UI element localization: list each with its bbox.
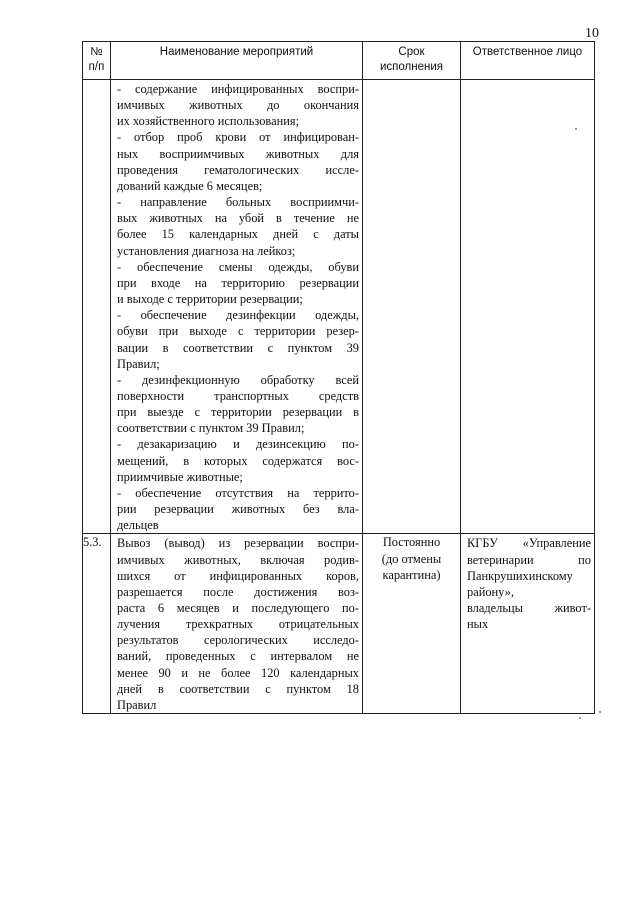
scan-speck — [575, 128, 577, 130]
deadline-line: (до отмены — [381, 551, 442, 566]
table-row — [83, 80, 595, 534]
text-line: Правил; — [117, 356, 160, 371]
table-row — [83, 534, 595, 714]
text-line: району», — [467, 584, 514, 599]
header-resp-label: Ответственное лицо — [472, 46, 583, 58]
text-line: имчивых животных до окончания — [117, 98, 359, 113]
text-line: и выходе с территории резервации; — [117, 292, 303, 307]
text-line: Вывоз (вывод) из резервации воспри- — [117, 536, 359, 551]
text-line: установления диагноза на лейкоз; — [117, 243, 296, 258]
header-name — [111, 42, 363, 80]
activity-name — [111, 534, 363, 714]
text-line: ных — [467, 617, 489, 632]
text-line: - отбор проб крови от инфицирован- — [117, 130, 359, 145]
scan-speck — [579, 717, 581, 719]
text-line: КГБУ «Управление — [467, 536, 591, 551]
text-line: - обеспечение дезинфекции одежды, — [117, 308, 359, 323]
row-number — [83, 80, 111, 534]
text-line: - дезинфекционную обработку всей — [117, 372, 359, 387]
responsible-cell — [461, 534, 595, 714]
text-line: дований каждые 6 месяцев; — [117, 178, 263, 193]
activity-text — [111, 534, 362, 713]
table-header-row — [83, 42, 595, 80]
text-line: ных восприимчивых животных для — [117, 146, 359, 161]
text-line: более 15 календарных дней с даты — [117, 227, 359, 242]
deadline-cell — [363, 534, 461, 714]
header-term-line: Срок — [398, 46, 425, 58]
header-term-line: исполнения — [379, 61, 443, 73]
text-line: результатов серологических исследо- — [117, 633, 359, 648]
text-line: вации в соответствии с пунктом 39 — [117, 340, 359, 355]
deadline-cell — [363, 80, 461, 534]
text-line: дельцев — [117, 518, 159, 533]
deadline-line: Постоянно — [382, 535, 441, 550]
text-line: вых животных на убой в течение не — [117, 211, 359, 226]
text-line: ветеринарии по — [467, 552, 591, 567]
text-line: при входе на территорию резервации — [117, 275, 359, 290]
text-line: их хозяйственного использования; — [117, 114, 300, 129]
header-num — [83, 42, 111, 80]
text-line: обуви при выходе с территории резер- — [117, 324, 359, 339]
text-line: ваний, проведенных с интервалом не — [117, 649, 359, 664]
text-line: лучения трехкратных отрицательных — [117, 617, 359, 632]
text-line: - дезакаризацию и дезинсекцию по- — [117, 437, 359, 452]
text-line: рии резервации животных без вла- — [117, 502, 359, 517]
header-resp — [461, 42, 595, 80]
header-name-label: Наименование мероприятий — [159, 46, 314, 58]
text-line: - направление больных восприимчи- — [117, 195, 359, 210]
text-line: Правил — [117, 697, 157, 712]
activity-name — [111, 80, 363, 534]
text-line: владельцы живот- — [467, 601, 591, 615]
text-line: имчивых животных, включая родив- — [117, 552, 359, 567]
scan-speck — [599, 711, 601, 713]
text-line: - обеспечение смены одежды, обуви — [117, 259, 359, 274]
text-line: проведения гематологических иссле- — [117, 162, 359, 177]
header-num-line: № — [90, 46, 103, 58]
responsible-text — [461, 534, 594, 632]
text-line: дней в соответствии с пунктом 18 — [117, 681, 359, 696]
text-line: Панкрушихинскому — [467, 568, 573, 583]
page-number: 10 — [585, 26, 599, 41]
row-number: 5.3. — [83, 534, 111, 714]
text-line: - содержание инфицированных воспри- — [117, 82, 359, 96]
text-line: при выезде с территории резервации в — [117, 405, 359, 420]
text-line: приимчивые животные; — [117, 469, 243, 484]
activities-table — [82, 41, 595, 714]
text-line: поверхности транспортных средств — [117, 388, 359, 403]
header-num-line: п/п — [88, 61, 105, 73]
text-line: - обеспечение отсутствия на террито- — [117, 485, 359, 500]
text-line: шихся от инфицированных коров, — [117, 568, 359, 583]
deadline-line: карантина) — [382, 567, 441, 582]
text-line: менее 90 и не более 120 календарных — [117, 665, 359, 680]
header-term — [363, 42, 461, 80]
text-line: разрешается после достижения воз- — [117, 584, 359, 599]
responsible-cell — [461, 80, 595, 534]
text-line: мещений, в которых содержатся вос- — [117, 453, 359, 468]
activity-text — [111, 80, 362, 533]
text-line: соответствии с пунктом 39 Правил; — [117, 421, 305, 436]
text-line: раста 6 месяцев и последующего по- — [117, 601, 359, 615]
